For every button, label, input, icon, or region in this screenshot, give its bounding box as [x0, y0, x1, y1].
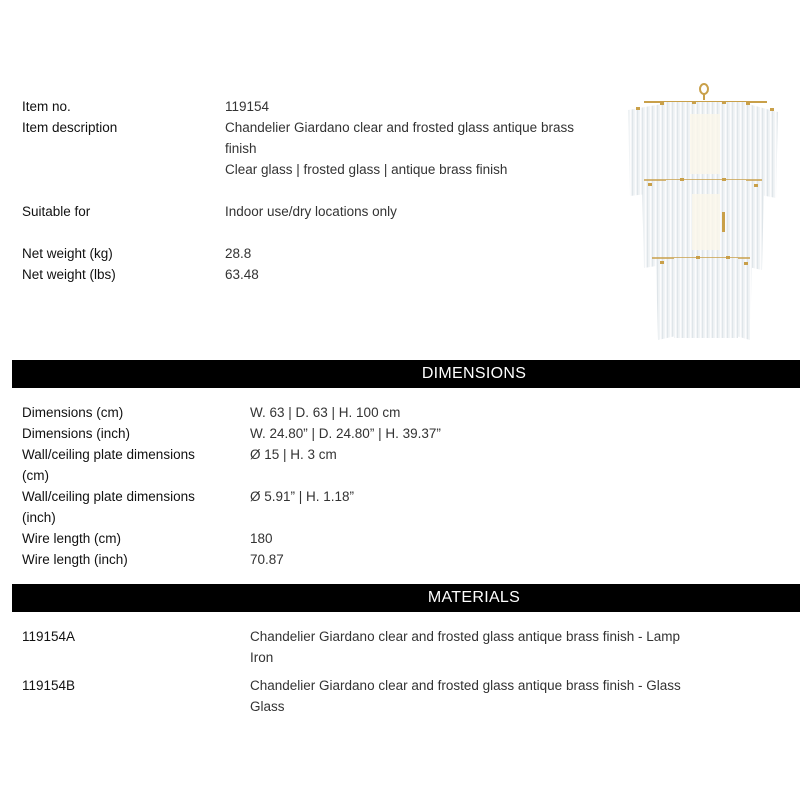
- dimension-label: [22, 444, 250, 486]
- material-type: Glass: [250, 699, 285, 714]
- net-weight-kg-row: [22, 243, 612, 264]
- item-no-label: Item no.: [22, 99, 71, 114]
- dimension-label-line: (inch): [22, 510, 56, 525]
- dimension-value: 70.87: [250, 552, 284, 567]
- material-description-line: Chandelier Giardano clear and frosted glass antique brass finish - Lamp: [250, 629, 680, 644]
- materials-section-header: [12, 584, 800, 612]
- item-no-value: 119154: [225, 99, 270, 114]
- net-weight-kg-label: Net weight (kg): [22, 246, 113, 261]
- dimension-label-line: Wall/ceiling plate dimensions: [22, 489, 195, 504]
- material-type: Iron: [250, 650, 274, 665]
- dimension-row: [22, 444, 782, 486]
- dimension-row: [22, 402, 782, 423]
- material-description: [250, 626, 782, 668]
- item-description-line: finish: [225, 141, 257, 156]
- chandelier-product-image: [622, 82, 782, 344]
- dimension-label: [22, 486, 250, 528]
- item-no-row: [22, 96, 612, 117]
- item-description-row: [22, 117, 612, 180]
- suitable-for-label: Suitable for: [22, 204, 91, 219]
- material-description: [250, 675, 782, 717]
- dimension-label: Dimensions (cm): [22, 405, 124, 420]
- suitable-for-value: Indoor use/dry locations only: [225, 204, 397, 219]
- materials-table: [22, 626, 782, 717]
- net-weight-lbs-row: [22, 264, 612, 285]
- item-material-summary: Clear glass | frosted glass | antique brass finish: [225, 162, 508, 177]
- dimension-value: W. 24.80” | D. 24.80” | H. 39.37”: [250, 426, 441, 441]
- net-weight-kg-value: 28.8: [225, 246, 252, 261]
- dimension-label: Wire length (cm): [22, 531, 122, 546]
- dimension-value: W. 63 | D. 63 | H. 100 cm: [250, 405, 401, 420]
- material-row: [22, 626, 782, 668]
- item-description-value: [225, 117, 612, 180]
- material-code: 119154A: [22, 629, 76, 644]
- dimension-value: 180: [250, 531, 273, 546]
- material-description-line: Chandelier Giardano clear and frosted glass antique brass finish - Glass: [250, 678, 681, 693]
- dimension-value: Ø 15 | H. 3 cm: [250, 447, 337, 462]
- dimension-label-line: (cm): [22, 468, 49, 483]
- material-code: 119154B: [22, 678, 76, 693]
- dimension-row: [22, 486, 782, 528]
- dimensions-section-header: [12, 360, 800, 388]
- dimensions-heading: DIMENSIONS: [421, 365, 527, 382]
- net-weight-lbs-label: Net weight (lbs): [22, 267, 116, 282]
- dimensions-table: [22, 402, 782, 570]
- item-description-line: Chandelier Giardano clear and frosted glass antique brass: [225, 120, 574, 135]
- chandelier-illustration: [622, 82, 782, 344]
- item-info: [22, 96, 612, 285]
- dimension-value: Ø 5.91” | H. 1.18”: [250, 489, 355, 504]
- net-weight-lbs-value: 63.48: [225, 267, 259, 282]
- dimension-row: [22, 528, 782, 549]
- material-row: [22, 675, 782, 717]
- dimension-row: [22, 423, 782, 444]
- suitable-for-row: [22, 201, 612, 222]
- materials-heading: MATERIALS: [427, 589, 521, 606]
- dimension-label-line: Wall/ceiling plate dimensions: [22, 447, 195, 462]
- dimension-label: Dimensions (inch): [22, 426, 131, 441]
- dimension-row: [22, 549, 782, 570]
- item-description-label: Item description: [22, 120, 118, 135]
- dimension-label: Wire length (inch): [22, 552, 128, 567]
